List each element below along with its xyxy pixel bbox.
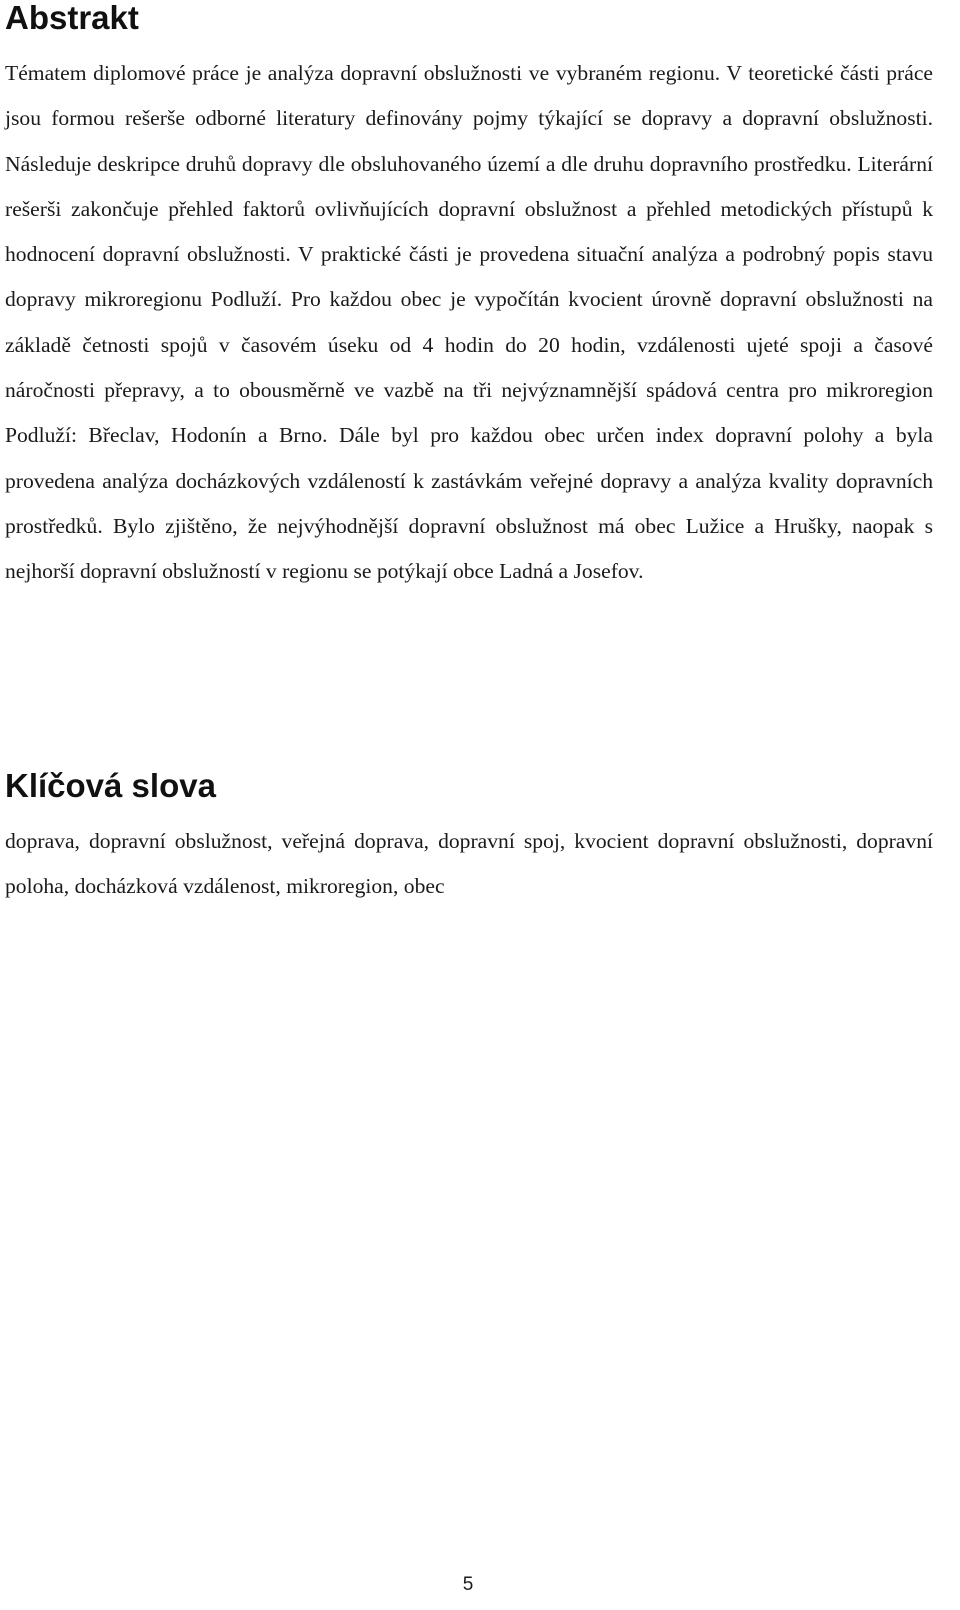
page-number: 5 bbox=[462, 1574, 474, 1595]
keywords-paragraph: doprava, dopravní obslužnost, veřejná doprava, dopravní spoj, kvocient dopravní obslužnosti, dopravní poloha, docházková vzdálenost, mikroregion, obec bbox=[5, 829, 933, 899]
abstract-heading: Abstrakt bbox=[5, 0, 139, 36]
abstract-paragraph: Tématem diplomové práce je analýza dopravní obslužnosti ve vybraném regionu. V teoretické části práce jsou formou rešerše odborné literatury definovány pojmy týkající se dopravy a dopravní obslužnosti. Následuje deskripce druhů dopravy dle obsluhovaného území a dle druhu dopravního prostředku. Literární rešerši zakončuje přehled faktorů ovlivňujících dopravní obslužnost a přehled metodických přístupů k hodnocení dopravní obslužnosti. V praktické části je provedena situační analýza a podrobný popis stavu dopravy mikroregionu Podluží. Pro každou obec je vypočítán kvocient úrovně dopravní obslužnosti na základě četnosti spojů v časovém úseku od 4 hodin do 20 hodin, vzdálenosti ujeté spoji a časové náročnosti přepravy, a to obousměrně ve vazbě na tři nejvýznamnější spádová centra pro mikroregion Podluží: Břeclav, Hodonín a Brno. Dále byl pro každou obec určen index dopravní polohy a byla provedena analýza docházkových vzdáleností k zastávkám veřejné dopravy a analýza kvality dopravních prostředků. Bylo zjištěno, že nejvýhodnější dopravní obslužnost má obec Lužice a Hrušky, naopak s nejhorší dopravní obslužností v regionu se potýkají obce Ladná a Josefov. bbox=[5, 61, 933, 584]
keywords-heading: Klíčová slova bbox=[5, 767, 216, 804]
